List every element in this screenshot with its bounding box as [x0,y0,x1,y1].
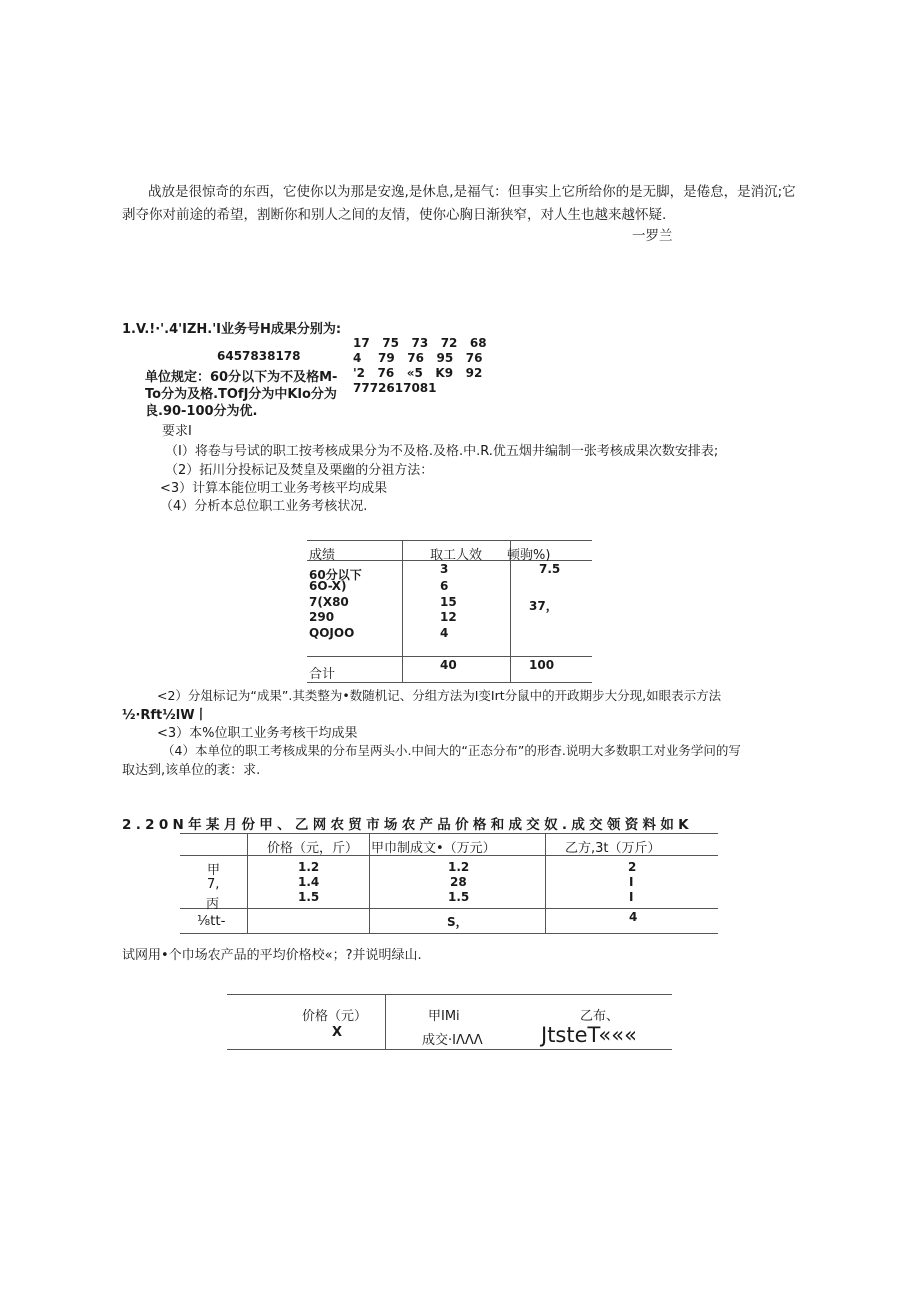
table1-row4-count: 12 [440,610,457,624]
q1-requirement-1: （I）将卷与号试的职工按考核成果分为不及格.及格.中.R.优五烟井编制一张考核成果次数安排表; [165,444,719,459]
q2-row2-price: 1.4 [298,875,320,889]
q1-score-row-1: 17 75 73 72 68 [353,336,487,350]
table3-market-a-label: 甲IMi [428,1009,460,1024]
answer-4-line-1: （4）本单位的职工考核成果的分布呈两头小.中间大的“正态分布”的形杳.说明大多数职工对业务学问的写 [162,743,741,758]
table1-row3-count: 15 [440,595,457,609]
table1-row2-score: 6O-X) [309,579,347,593]
table3-market-b-label: 乙布、 [580,1009,620,1024]
answer-2-line-2: ½·Rft½lW丨 [122,708,208,723]
q1-rule-3: 良.90-100分为优. [145,404,258,419]
q2-total-label: ⅛tt- [197,913,226,929]
q2-heading: 2.20N年某月份甲、乙网农贸市场农产品价格和成交奴.成交领资料如K [122,817,693,833]
quote-line-1: 战放是很惊奇的东西，它使你以为那是安逸,是休息,是福气：但事实上它所给你的是无脚，是倦怠，是消沉;它 [148,184,796,200]
table1-row2-count: 6 [440,579,449,593]
table1-row3-percent: 37， [529,599,558,613]
q2-header-market-b: 乙方,3t（万斤） [565,841,661,856]
q2-row3-market-b: I [629,890,634,904]
answer-3: <3）本%位职工业务考核干均成果 [157,726,358,741]
table1-row1-count: 3 [440,562,449,576]
table1-header-score: 成绩 [309,548,336,563]
q2-row3-item: 丙 [206,897,220,912]
q2-row3-price: 1.5 [298,890,320,904]
q2-row1-market-a: 1.2 [448,860,470,874]
q2-row1-price: 1.2 [298,860,320,874]
q2-header-price: 价格（元，斤） [267,841,359,856]
table1-row4-score: 290 [309,610,335,624]
q2-row3-market-a: 1.5 [448,890,470,904]
q1-score-row-3: '2 76 «5 K9 92 [353,366,483,380]
q1-requirements-title: 要求I [162,424,192,439]
q1-left-number: 6457838178 [217,349,301,363]
q1-requirement-2: （2）拓川分投标记及焚皇及栗幽的分祖方法： [165,463,434,478]
table3-market-a-sub: 成交·IΛΛΛ [422,1033,483,1048]
table1-row5-count: 4 [440,626,449,640]
q2-total-market-b: 4 [629,910,638,924]
q1-rule-1: 单位规定：60分以下为不及格M- [145,370,338,385]
q2-total-market-a: S， [447,915,468,929]
q1-requirement-4: （4）分析本总位职工业务考核状况. [160,499,368,514]
table1-row5-score: QOJOO [309,626,355,640]
q2-row1-item: 甲 [207,863,221,878]
table1-header-percent: 顿驹%) [507,548,551,563]
table1-header-count: 取工人效 [430,548,483,563]
table1-total-count: 40 [440,658,457,672]
q1-score-row-2: 4 79 76 95 76 [353,351,483,365]
table1-row1-score: 60分以下 [309,568,362,582]
quote-author: 一罗兰 [632,228,673,244]
table3-market-b-sub: JtsteT««« [541,1023,637,1047]
table3-price-symbol: X [332,1025,343,1040]
q2-row2-item: 7, [207,877,220,892]
quote-line-2: 剥夺你对前途的希望，割断你和别人之间的友情，使你心胸日渐狭窄，对人生也越来越怀疑. [122,207,667,223]
q1-heading: 1.V.!·'.4'IZH.'I业务号H成果分别为: [122,322,342,337]
q2-row1-market-b: 2 [628,860,637,874]
table1-row1-percent: 7.5 [539,562,561,576]
q2-row2-market-b: I [629,875,634,889]
q2-header-market-a: 甲巾制成文•（万元） [371,841,496,856]
table1-total-label: 合计 [309,667,336,682]
q1-requirement-3: <3）计算本能位明工业务考核平均成果 [160,481,388,496]
q1-rule-2: To分为及格.TOfJ分为中Klo分为 [145,387,337,402]
answer-2-line-1: <2）分俎标记为“成果”.其类整为•数随机记、分组方法为I变Irt分鼠中的开政期步大分现,如眼表示方法 [157,688,722,703]
table1-total-percent: 100 [529,658,555,672]
table3-price-label: 价格（元） [302,1009,368,1024]
q1-score-row-4: 7772617081 [353,381,437,395]
q2-row2-market-a: 28 [450,875,467,889]
answer-4-line-2: 取达到,该单位的袤：求. [122,763,261,778]
table1-row3-score: 7(X80 [309,595,349,609]
q2-question: 试网用•个巾场农产品的平均价格校«；?并说明绿山. [122,948,422,963]
